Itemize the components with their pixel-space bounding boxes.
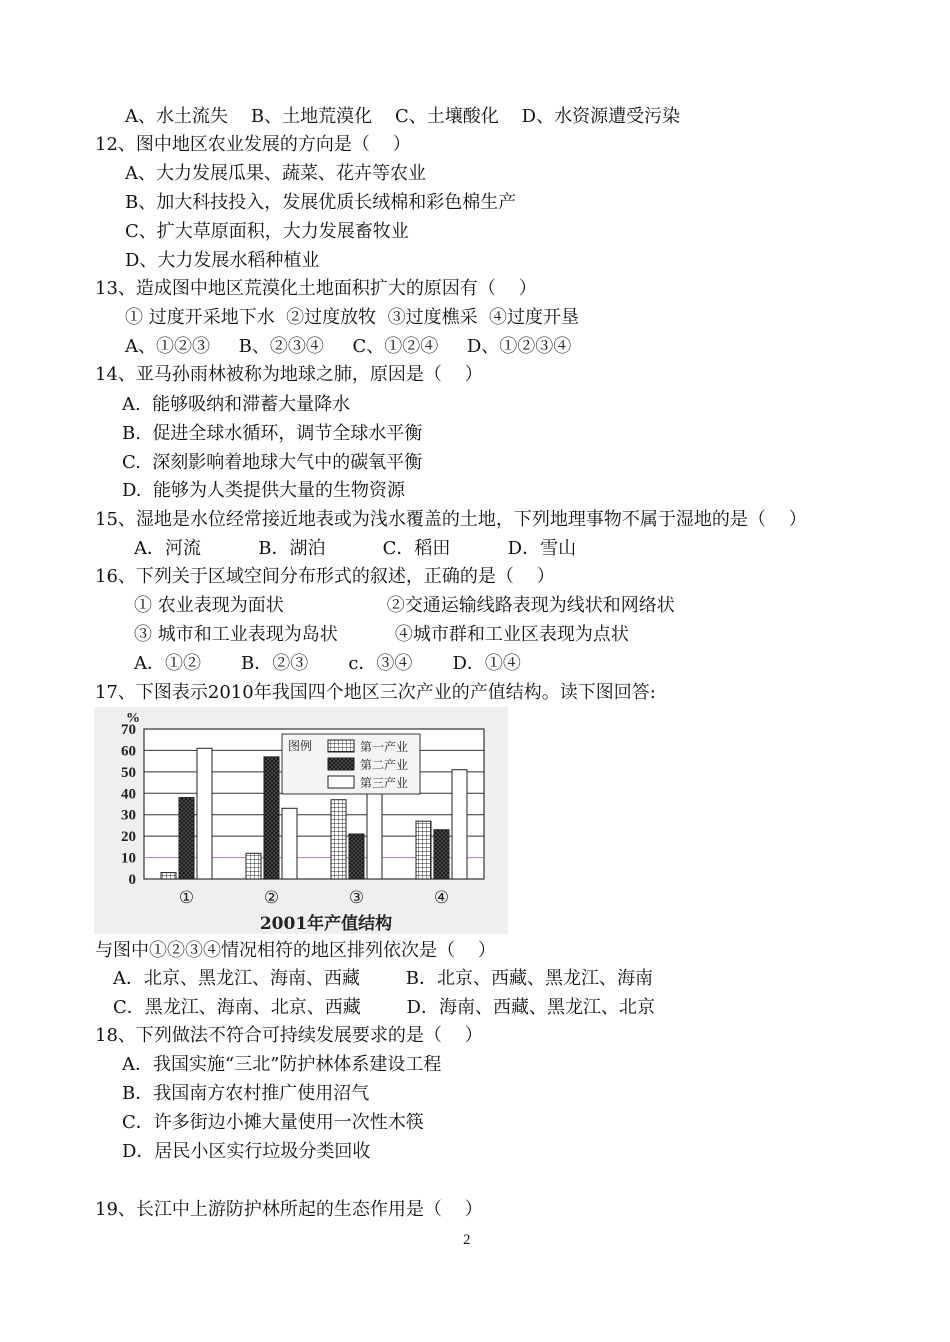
q18-option-c: C．许多街边小摊大量使用一次性木筷 xyxy=(122,1112,424,1133)
q11-options: A、水土流失 B、土地荒漠化 C、土壤酸化 D、水资源遭受污染 xyxy=(125,106,681,127)
page-number: 2 xyxy=(463,1232,471,1248)
bar-1-1 xyxy=(161,873,176,879)
q17-options-cd: C．黑龙江、海南、北京、西藏 D．海南、西藏、黑龙江、北京 xyxy=(113,997,655,1018)
legend-entry: 第三产业 xyxy=(360,776,409,790)
q19-stem: 19、长江中上游防护林所起的生态作用是（ ） xyxy=(95,1199,483,1220)
q17-options-ab: A．北京、黑龙江、海南、西藏 B．北京、西藏、黑龙江、海南 xyxy=(113,968,653,989)
y-tick-label: 60 xyxy=(121,743,136,760)
q14-stem: 14、亚马孙雨林被称为地球之肺，原因是（ ） xyxy=(95,364,483,385)
q16-items-2: ③ 城市和工业表现为岛状 ④城市群和工业区表现为点状 xyxy=(134,624,629,645)
q15-options: A．河流 B．湖泊 C．稻田 D．雪山 xyxy=(134,538,577,559)
q12-option-c: C、扩大草原面积，大力发展畜牧业 xyxy=(125,221,409,242)
x-tick-label: ③ xyxy=(348,888,365,908)
q18-option-a: A．我国实施“三北”防护林体系建设工程 xyxy=(122,1054,442,1075)
bar-2-2 xyxy=(264,757,279,879)
bar-2-3 xyxy=(349,834,364,879)
q13-options: A、①②③ B、②③④ C、①②④ D、①②③④ xyxy=(125,336,572,357)
q13-stem: 13、造成图中地区荒漠化土地面积扩大的原因有（ ） xyxy=(95,278,537,299)
q12-option-a: A、大力发展瓜果、蔬菜、花卉等农业 xyxy=(125,163,426,184)
y-tick-label: 30 xyxy=(121,807,136,824)
q14-option-d: D. 能够为人类提供大量的生物资源 xyxy=(122,480,405,501)
bar-3-1 xyxy=(197,748,212,879)
y-tick-label: 20 xyxy=(121,829,136,846)
q16-items-1: ① 农业表现为面状 ②交通运输线路表现为线状和网络状 xyxy=(134,595,675,616)
production-structure-chart xyxy=(94,707,508,934)
q17-stem: 17、下图表示2010年我国四个地区三次产业的产值结构。读下图回答: xyxy=(95,682,656,703)
q17-subquestion: 与图中①②③④情况相符的地区排列依次是（ ） xyxy=(95,940,496,961)
y-tick-label: 10 xyxy=(121,850,136,867)
x-tick-label: ② xyxy=(263,888,280,908)
legend-swatch xyxy=(328,776,354,788)
chart-svg xyxy=(94,707,508,934)
legend-entry: 第二产业 xyxy=(360,758,409,772)
q16-stem: 16、下列关于区域空间分布形式的叙述，正确的是（ ） xyxy=(95,566,555,587)
y-axis-label: % xyxy=(126,711,140,726)
q16-options: A．①② B．②③ c．③④ D．①④ xyxy=(134,653,521,674)
q12-option-d: D、大力发展水稻种植业 xyxy=(125,250,320,271)
q14-option-c: C. 深刻影响着地球大气中的碳氧平衡 xyxy=(122,452,423,473)
y-tick-label: 40 xyxy=(121,786,136,803)
q18-option-b: B．我国南方农村推广使用沼气 xyxy=(122,1083,370,1104)
bar-2-4 xyxy=(434,830,449,879)
q12-option-b: B、加大科技投入，发展优质长绒棉和彩色棉生产 xyxy=(125,192,517,213)
x-tick-label: ④ xyxy=(433,888,450,908)
x-tick-label: ① xyxy=(178,888,195,908)
bar-3-4 xyxy=(452,770,467,879)
y-tick-label: 70 xyxy=(121,722,136,738)
legend-swatch xyxy=(328,740,354,752)
legend-swatch xyxy=(328,758,354,770)
bar-3-2 xyxy=(282,808,297,879)
q12-stem: 12、图中地区农业发展的方向是（ ） xyxy=(95,134,411,155)
y-tick-label: 0 xyxy=(128,872,136,888)
q18-option-d: D．居民小区实行垃圾分类回收 xyxy=(122,1141,371,1162)
chart-title: 2001年产值结构 xyxy=(259,914,393,934)
bar-3-3 xyxy=(367,789,382,879)
q14-option-b: B. 促进全球水循环，调节全球水平衡 xyxy=(122,423,423,444)
q15-stem: 15、湿地是水位经常接近地表或为浅水覆盖的土地，下列地理事物不属于湿地的是（ ） xyxy=(95,509,807,530)
bar-1-4 xyxy=(416,821,431,879)
bar-2-1 xyxy=(179,798,194,879)
legend-title: 图例 xyxy=(288,739,313,753)
bar-1-2 xyxy=(246,853,261,879)
y-tick-label: 50 xyxy=(121,764,136,781)
bar-1-3 xyxy=(331,800,346,879)
q14-option-a: A. 能够吸纳和滞蓄大量降水 xyxy=(122,394,351,415)
q18-stem: 18、下列做法不符合可持续发展要求的是（ ） xyxy=(95,1025,483,1046)
q13-items: ① 过度开采地下水 ②过度放牧 ③过度樵采 ④过度开垦 xyxy=(125,307,580,328)
legend-entry: 第一产业 xyxy=(360,740,409,754)
